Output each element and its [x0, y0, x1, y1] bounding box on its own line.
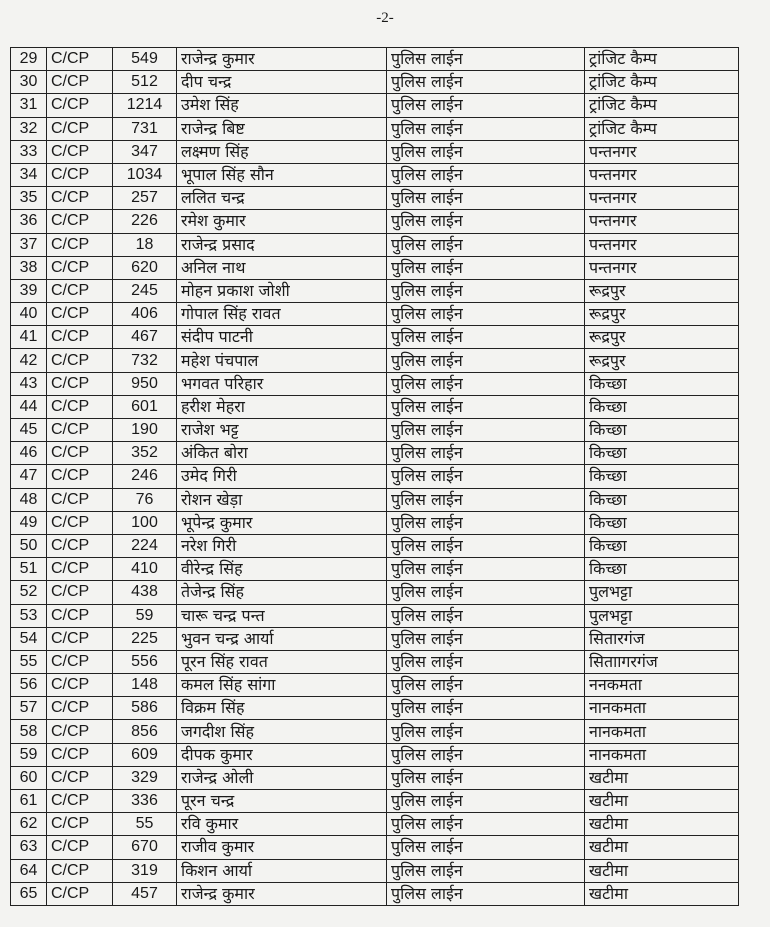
- rank-cell: C/CP: [47, 604, 113, 627]
- serial-number-cell: 55: [11, 650, 47, 673]
- table-row: [11, 442, 739, 465]
- name-cell: राजेन्द्र प्रसाद: [177, 233, 387, 256]
- rank-cell: C/CP: [47, 581, 113, 604]
- rank-cell: C/CP: [47, 790, 113, 813]
- current-posting-cell: पुलिस लाईन: [387, 882, 585, 905]
- current-posting-cell: पुलिस लाईन: [387, 743, 585, 766]
- new-posting-cell: पन्तनगर: [585, 256, 739, 279]
- serial-number-cell: 59: [11, 743, 47, 766]
- badge-number-cell: 246: [113, 465, 177, 488]
- current-posting-cell: पुलिस लाईन: [387, 465, 585, 488]
- table-row: [11, 627, 739, 650]
- current-posting-cell: पुलिस लाईन: [387, 813, 585, 836]
- rank-cell: C/CP: [47, 349, 113, 372]
- table-row: [11, 743, 739, 766]
- new-posting-cell: किच्छा: [585, 442, 739, 465]
- name-cell: राजेन्द्र ओली: [177, 766, 387, 789]
- table-row: [11, 650, 739, 673]
- rank-cell: C/CP: [47, 558, 113, 581]
- new-posting-cell: पन्तनगर: [585, 163, 739, 186]
- current-posting-cell: पुलिस लाईन: [387, 256, 585, 279]
- badge-number-cell: 950: [113, 372, 177, 395]
- badge-number-cell: 512: [113, 71, 177, 94]
- table-row: [11, 279, 739, 302]
- table-row: [11, 674, 739, 697]
- table-row: [11, 720, 739, 743]
- new-posting-cell: सितारगंज: [585, 627, 739, 650]
- rank-cell: C/CP: [47, 326, 113, 349]
- table-row: [11, 465, 739, 488]
- new-posting-cell: किच्छा: [585, 419, 739, 442]
- rank-cell: C/CP: [47, 372, 113, 395]
- table-row: [11, 882, 739, 905]
- serial-number-cell: 63: [11, 836, 47, 859]
- current-posting-cell: पुलिस लाईन: [387, 279, 585, 302]
- badge-number-cell: 556: [113, 650, 177, 673]
- badge-number-cell: 620: [113, 256, 177, 279]
- rank-cell: C/CP: [47, 71, 113, 94]
- name-cell: कमल सिंह सांगा: [177, 674, 387, 697]
- current-posting-cell: पुलिस लाईन: [387, 117, 585, 140]
- serial-number-cell: 33: [11, 140, 47, 163]
- serial-number-cell: 51: [11, 558, 47, 581]
- new-posting-cell: नानकमता: [585, 743, 739, 766]
- serial-number-cell: 62: [11, 813, 47, 836]
- serial-number-cell: 49: [11, 511, 47, 534]
- name-cell: भूपेन्द्र कुमार: [177, 511, 387, 534]
- new-posting-cell: रूद्रपुर: [585, 279, 739, 302]
- badge-number-cell: 76: [113, 488, 177, 511]
- current-posting-cell: पुलिस लाईन: [387, 140, 585, 163]
- table-row: [11, 766, 739, 789]
- current-posting-cell: पुलिस लाईन: [387, 790, 585, 813]
- name-cell: उमेश सिंह: [177, 94, 387, 117]
- new-posting-cell: पन्तनगर: [585, 233, 739, 256]
- name-cell: गोपाल सिंह रावत: [177, 303, 387, 326]
- name-cell: तेजेन्द्र सिंह: [177, 581, 387, 604]
- name-cell: चारू चन्द्र पन्त: [177, 604, 387, 627]
- serial-number-cell: 39: [11, 279, 47, 302]
- current-posting-cell: पुलिस लाईन: [387, 558, 585, 581]
- current-posting-cell: पुलिस लाईन: [387, 604, 585, 627]
- new-posting-cell: खटीमा: [585, 813, 739, 836]
- new-posting-cell: किच्छा: [585, 395, 739, 418]
- badge-number-cell: 347: [113, 140, 177, 163]
- serial-number-cell: 41: [11, 326, 47, 349]
- new-posting-cell: किच्छा: [585, 372, 739, 395]
- rank-cell: C/CP: [47, 140, 113, 163]
- current-posting-cell: पुलिस लाईन: [387, 720, 585, 743]
- new-posting-cell: किच्छा: [585, 488, 739, 511]
- new-posting-cell: नानकमता: [585, 720, 739, 743]
- new-posting-cell: किच्छा: [585, 511, 739, 534]
- new-posting-cell: ननकमता: [585, 674, 739, 697]
- rank-cell: C/CP: [47, 48, 113, 71]
- new-posting-cell: किच्छा: [585, 558, 739, 581]
- rank-cell: C/CP: [47, 163, 113, 186]
- posting-table-body: [11, 48, 739, 906]
- rank-cell: C/CP: [47, 766, 113, 789]
- table-row: [11, 813, 739, 836]
- badge-number-cell: 670: [113, 836, 177, 859]
- table-row: [11, 836, 739, 859]
- rank-cell: C/CP: [47, 279, 113, 302]
- name-cell: दीपक कुमार: [177, 743, 387, 766]
- new-posting-cell: पन्तनगर: [585, 187, 739, 210]
- name-cell: भूपाल सिंह सौन: [177, 163, 387, 186]
- page-number: -2-: [376, 10, 394, 26]
- new-posting-cell: पुलभट्टा: [585, 581, 739, 604]
- current-posting-cell: पुलिस लाईन: [387, 210, 585, 233]
- current-posting-cell: पुलिस लाईन: [387, 419, 585, 442]
- badge-number-cell: 1214: [113, 94, 177, 117]
- name-cell: मोहन प्रकाश जोशी: [177, 279, 387, 302]
- badge-number-cell: 410: [113, 558, 177, 581]
- badge-number-cell: 731: [113, 117, 177, 140]
- rank-cell: C/CP: [47, 395, 113, 418]
- table-row: [11, 140, 739, 163]
- new-posting-cell: रूद्रपुर: [585, 349, 739, 372]
- badge-number-cell: 1034: [113, 163, 177, 186]
- current-posting-cell: पुलिस लाईन: [387, 442, 585, 465]
- name-cell: अनिल नाथ: [177, 256, 387, 279]
- serial-number-cell: 58: [11, 720, 47, 743]
- rank-cell: C/CP: [47, 419, 113, 442]
- table-row: [11, 94, 739, 117]
- rank-cell: C/CP: [47, 303, 113, 326]
- serial-number-cell: 45: [11, 419, 47, 442]
- serial-number-cell: 35: [11, 187, 47, 210]
- table-row: [11, 233, 739, 256]
- rank-cell: C/CP: [47, 650, 113, 673]
- serial-number-cell: 30: [11, 71, 47, 94]
- table-row: [11, 187, 739, 210]
- new-posting-cell: ट्रांजिट कैम्प: [585, 94, 739, 117]
- name-cell: अंकित बोरा: [177, 442, 387, 465]
- name-cell: भुवन चन्द्र आर्या: [177, 627, 387, 650]
- badge-number-cell: 226: [113, 210, 177, 233]
- current-posting-cell: पुलिस लाईन: [387, 627, 585, 650]
- rank-cell: C/CP: [47, 882, 113, 905]
- badge-number-cell: 224: [113, 534, 177, 557]
- current-posting-cell: पुलिस लाईन: [387, 581, 585, 604]
- serial-number-cell: 53: [11, 604, 47, 627]
- badge-number-cell: 609: [113, 743, 177, 766]
- badge-number-cell: 319: [113, 859, 177, 882]
- rank-cell: C/CP: [47, 94, 113, 117]
- name-cell: किशन आर्या: [177, 859, 387, 882]
- badge-number-cell: 257: [113, 187, 177, 210]
- current-posting-cell: पुलिस लाईन: [387, 349, 585, 372]
- rank-cell: C/CP: [47, 210, 113, 233]
- badge-number-cell: 352: [113, 442, 177, 465]
- badge-number-cell: 190: [113, 419, 177, 442]
- badge-number-cell: 225: [113, 627, 177, 650]
- serial-number-cell: 52: [11, 581, 47, 604]
- name-cell: राजीव कुमार: [177, 836, 387, 859]
- rank-cell: C/CP: [47, 187, 113, 210]
- table-row: [11, 859, 739, 882]
- current-posting-cell: पुलिस लाईन: [387, 48, 585, 71]
- new-posting-cell: पन्तनगर: [585, 210, 739, 233]
- name-cell: जगदीश सिंह: [177, 720, 387, 743]
- badge-number-cell: 329: [113, 766, 177, 789]
- badge-number-cell: 55: [113, 813, 177, 836]
- name-cell: राजेन्द्र कुमार: [177, 48, 387, 71]
- name-cell: महेश पंचपाल: [177, 349, 387, 372]
- name-cell: विक्रम सिंह: [177, 697, 387, 720]
- serial-number-cell: 46: [11, 442, 47, 465]
- rank-cell: C/CP: [47, 117, 113, 140]
- current-posting-cell: पुलिस लाईन: [387, 71, 585, 94]
- name-cell: राजेन्द्र बिष्ट: [177, 117, 387, 140]
- table-row: [11, 303, 739, 326]
- badge-number-cell: 586: [113, 697, 177, 720]
- current-posting-cell: पुलिस लाईन: [387, 859, 585, 882]
- badge-number-cell: 18: [113, 233, 177, 256]
- rank-cell: C/CP: [47, 465, 113, 488]
- current-posting-cell: पुलिस लाईन: [387, 372, 585, 395]
- new-posting-cell: किच्छा: [585, 465, 739, 488]
- rank-cell: C/CP: [47, 720, 113, 743]
- new-posting-cell: पुलभट्टा: [585, 604, 739, 627]
- new-posting-cell: खटीमा: [585, 836, 739, 859]
- rank-cell: C/CP: [47, 627, 113, 650]
- current-posting-cell: पुलिस लाईन: [387, 326, 585, 349]
- rank-cell: C/CP: [47, 256, 113, 279]
- badge-number-cell: 406: [113, 303, 177, 326]
- rank-cell: C/CP: [47, 534, 113, 557]
- current-posting-cell: पुलिस लाईन: [387, 187, 585, 210]
- badge-number-cell: 59: [113, 604, 177, 627]
- new-posting-cell: ट्रांजिट कैम्प: [585, 48, 739, 71]
- new-posting-cell: खटीमा: [585, 859, 739, 882]
- rank-cell: C/CP: [47, 233, 113, 256]
- badge-number-cell: 467: [113, 326, 177, 349]
- current-posting-cell: पुलिस लाईन: [387, 94, 585, 117]
- serial-number-cell: 34: [11, 163, 47, 186]
- table-row: [11, 697, 739, 720]
- name-cell: लक्ष्मण सिंह: [177, 140, 387, 163]
- table-row: [11, 256, 739, 279]
- current-posting-cell: पुलिस लाईन: [387, 650, 585, 673]
- serial-number-cell: 56: [11, 674, 47, 697]
- badge-number-cell: 457: [113, 882, 177, 905]
- serial-number-cell: 47: [11, 465, 47, 488]
- current-posting-cell: पुलिस लाईन: [387, 163, 585, 186]
- new-posting-cell: पन्तनगर: [585, 140, 739, 163]
- name-cell: रमेश कुमार: [177, 210, 387, 233]
- serial-number-cell: 37: [11, 233, 47, 256]
- table-row: [11, 604, 739, 627]
- name-cell: रोशन खेड़ा: [177, 488, 387, 511]
- badge-number-cell: 438: [113, 581, 177, 604]
- new-posting-cell: ट्रांजिट कैम्प: [585, 71, 739, 94]
- name-cell: भगवत परिहार: [177, 372, 387, 395]
- rank-cell: C/CP: [47, 697, 113, 720]
- serial-number-cell: 64: [11, 859, 47, 882]
- serial-number-cell: 65: [11, 882, 47, 905]
- serial-number-cell: 54: [11, 627, 47, 650]
- current-posting-cell: पुलिस लाईन: [387, 766, 585, 789]
- badge-number-cell: 549: [113, 48, 177, 71]
- badge-number-cell: 100: [113, 511, 177, 534]
- table-row: [11, 163, 739, 186]
- name-cell: राजेश भट्ट: [177, 419, 387, 442]
- rank-cell: C/CP: [47, 442, 113, 465]
- rank-cell: C/CP: [47, 511, 113, 534]
- new-posting-cell: ट्रांजिट कैम्प: [585, 117, 739, 140]
- name-cell: राजेन्द्र कुमार: [177, 882, 387, 905]
- rank-cell: C/CP: [47, 674, 113, 697]
- table-row: [11, 511, 739, 534]
- new-posting-cell: नानकमता: [585, 697, 739, 720]
- new-posting-cell: खटीमा: [585, 882, 739, 905]
- new-posting-cell: खटीमा: [585, 790, 739, 813]
- table-row: [11, 117, 739, 140]
- table-row: [11, 488, 739, 511]
- name-cell: पूरन चन्द्र: [177, 790, 387, 813]
- table-row: [11, 558, 739, 581]
- table-row: [11, 349, 739, 372]
- current-posting-cell: पुलिस लाईन: [387, 674, 585, 697]
- rank-cell: C/CP: [47, 836, 113, 859]
- name-cell: वीरेन्द्र सिंह: [177, 558, 387, 581]
- table-row: [11, 790, 739, 813]
- rank-cell: C/CP: [47, 488, 113, 511]
- serial-number-cell: 40: [11, 303, 47, 326]
- table-row: [11, 326, 739, 349]
- serial-number-cell: 32: [11, 117, 47, 140]
- badge-number-cell: 336: [113, 790, 177, 813]
- name-cell: पूरन सिंह रावत: [177, 650, 387, 673]
- rank-cell: C/CP: [47, 859, 113, 882]
- current-posting-cell: पुलिस लाईन: [387, 534, 585, 557]
- serial-number-cell: 29: [11, 48, 47, 71]
- badge-number-cell: 732: [113, 349, 177, 372]
- new-posting-cell: किच्छा: [585, 534, 739, 557]
- table-row: [11, 581, 739, 604]
- serial-number-cell: 48: [11, 488, 47, 511]
- serial-number-cell: 36: [11, 210, 47, 233]
- serial-number-cell: 42: [11, 349, 47, 372]
- badge-number-cell: 245: [113, 279, 177, 302]
- name-cell: ललित चन्द्र: [177, 187, 387, 210]
- new-posting-cell: रूद्रपुर: [585, 326, 739, 349]
- new-posting-cell: सिताागरगंज: [585, 650, 739, 673]
- name-cell: नरेश गिरी: [177, 534, 387, 557]
- serial-number-cell: 50: [11, 534, 47, 557]
- badge-number-cell: 601: [113, 395, 177, 418]
- table-row: [11, 419, 739, 442]
- current-posting-cell: पुलिस लाईन: [387, 303, 585, 326]
- current-posting-cell: पुलिस लाईन: [387, 511, 585, 534]
- new-posting-cell: रूद्रपुर: [585, 303, 739, 326]
- serial-number-cell: 31: [11, 94, 47, 117]
- name-cell: दीप चन्द्र: [177, 71, 387, 94]
- serial-number-cell: 43: [11, 372, 47, 395]
- name-cell: उमेद गिरी: [177, 465, 387, 488]
- serial-number-cell: 61: [11, 790, 47, 813]
- current-posting-cell: पुलिस लाईन: [387, 488, 585, 511]
- table-row: [11, 71, 739, 94]
- table-row: [11, 534, 739, 557]
- name-cell: हरीश मेहरा: [177, 395, 387, 418]
- table-row: [11, 210, 739, 233]
- new-posting-cell: खटीमा: [585, 766, 739, 789]
- serial-number-cell: 60: [11, 766, 47, 789]
- badge-number-cell: 148: [113, 674, 177, 697]
- table-row: [11, 372, 739, 395]
- name-cell: संदीप पाटनी: [177, 326, 387, 349]
- serial-number-cell: 57: [11, 697, 47, 720]
- serial-number-cell: 44: [11, 395, 47, 418]
- current-posting-cell: पुलिस लाईन: [387, 233, 585, 256]
- table-row: [11, 48, 739, 71]
- current-posting-cell: पुलिस लाईन: [387, 697, 585, 720]
- badge-number-cell: 856: [113, 720, 177, 743]
- rank-cell: C/CP: [47, 813, 113, 836]
- posting-table: [10, 47, 739, 906]
- rank-cell: C/CP: [47, 743, 113, 766]
- name-cell: रवि कुमार: [177, 813, 387, 836]
- current-posting-cell: पुलिस लाईन: [387, 395, 585, 418]
- serial-number-cell: 38: [11, 256, 47, 279]
- current-posting-cell: पुलिस लाईन: [387, 836, 585, 859]
- table-row: [11, 395, 739, 418]
